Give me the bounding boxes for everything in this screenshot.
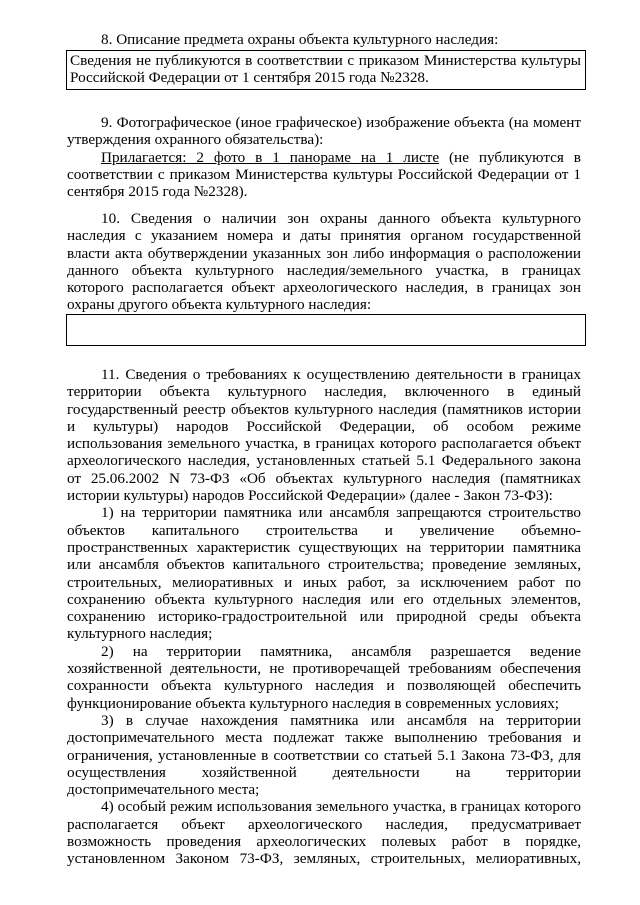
item-2-line: хозяйственной деятельности, не противоречащей требованиям обеспечения: [67, 660, 581, 678]
item-4-line: установленном Законом 73-ФЗ, земляных, строительных, мелиоративных,: [67, 850, 581, 868]
item-4-line: возможность проведения археологических полевых работ в порядке,: [67, 833, 581, 851]
section-11-intro-line: и культуры) народов Российской Федерации, об особом режиме: [67, 417, 581, 435]
attachment-note: Прилагается: 2 фото в 1 панораме на 1 листе: [101, 148, 440, 166]
item-1-line: культурного наследия;: [67, 625, 213, 643]
section-10-line: наследия с указанием номера и даты принятия органом государственной: [67, 227, 581, 245]
section-8-value-box: [66, 50, 586, 90]
item-1-line: 1) на территории памятника или ансамбля запрещаются строительство: [101, 504, 581, 522]
item-1-line: или ансамбля объектов капитального строительства; проведение земляных,: [67, 556, 581, 574]
section-8-box-line: Российской Федерации от 1 сентября 2015 года №2328.: [70, 69, 429, 87]
section-8-box-line: Сведения не публикуются в соответствии с приказом Министерства культуры: [70, 52, 581, 69]
section-10: [67, 210, 581, 314]
item-1-line: сохранению историко-градостроительной или природной среды объекта: [67, 608, 581, 626]
section-10-value-box: [66, 314, 586, 346]
item-3-line: достопримечательного места;: [67, 781, 260, 799]
section-10-line: охраны другого объекта культурного наследия:: [67, 296, 372, 314]
section-9-attachment-line: соответствии с приказом Министерства культуры Российской Федерации от 1: [67, 165, 581, 183]
section-9-attachment-line: сентября 2015 года №2328).: [67, 183, 248, 201]
section-9-heading-line: 9. Фотографическое (иное графическое) изображение объекта (на момент: [101, 114, 581, 131]
item-1-line: пространственных характеристик существующих на территории памятника: [67, 538, 581, 556]
section-9-heading-line: утверждения охранного обязательства):: [67, 131, 324, 149]
item-2-line: функционирование объекта культурного наследия в современных условиях;: [67, 694, 560, 712]
item-3-line: ограничения, установленные в соответствии со статьей 5.1 Закона 73-ФЗ, для: [67, 746, 581, 764]
section-10-line: 10. Сведения о наличии зон охраны данного объекта культурного: [101, 210, 581, 227]
item-2-line: сохранности объекта культурного наследия и позволяющей обеспечить: [67, 677, 581, 695]
section-10-line: которого располагается объект археологического наследия, в границах зон: [67, 279, 581, 297]
section-11-intro-line: от 25.06.2002 N 73-ФЗ «Об объектах культурного наследия (памятниках: [67, 469, 581, 487]
item-4-line: 4) особый режим использования земельного участка, в границах которого: [101, 798, 581, 816]
section-10-line: данного объекта культурного наследия/земельного участка, в границах: [67, 261, 581, 279]
item-3-line: достопримечательного места подлежат также выполнению требования и: [67, 729, 581, 747]
section-11-intro-line: истории культуры) народов Российской Федерации» (далее - Закон 73-ФЗ):: [67, 487, 553, 505]
item-1-line: объектов капитального строительства и увеличение объемно-: [67, 521, 581, 539]
section-11-intro-line: государственный реестр объектов культурного наследия (памятников истории: [67, 400, 581, 418]
section-9: [67, 114, 581, 200]
section-10-line: власти акта обутверждении указанных зон либо информация о расположении: [67, 244, 581, 262]
item-1-line: сохранению объекта культурного наследия или его отдельных элементов,: [67, 590, 581, 608]
item-2-line: 2) на территории памятника, ансамбля разрешается ведение: [101, 642, 581, 660]
section-9-attachment-line: Прилагается: 2 фото в 1 панораме на 1 листе (не публикуются в: [101, 148, 581, 166]
item-4-line: располагается объект археологического наследия, предусматривает: [67, 815, 581, 833]
item-3-line: осуществления хозяйственной деятельности на территории: [67, 763, 581, 781]
section-11-intro-line: территории объекта культурного наследия, включенного в единый: [67, 383, 581, 401]
item-3-line: 3) в случае нахождения памятника или ансамбля на территории: [101, 711, 581, 729]
item-1-line: строительных, мелиоративных и иных работ, за исключением работ по: [67, 573, 581, 591]
section-11-intro-line: археологического наследия, установленных статьей 5.1 Федерального закона: [67, 452, 581, 470]
section-11: [67, 366, 581, 868]
section-8-heading: 8. Описание предмета охраны объекта культурного наследия:: [101, 31, 499, 48]
section-11-intro-line: использования земельного участка, в границах которого располагается объект: [67, 435, 581, 453]
section-11-intro-line: 11. Сведения о требованиях к осуществлению деятельности в границах: [101, 366, 581, 383]
